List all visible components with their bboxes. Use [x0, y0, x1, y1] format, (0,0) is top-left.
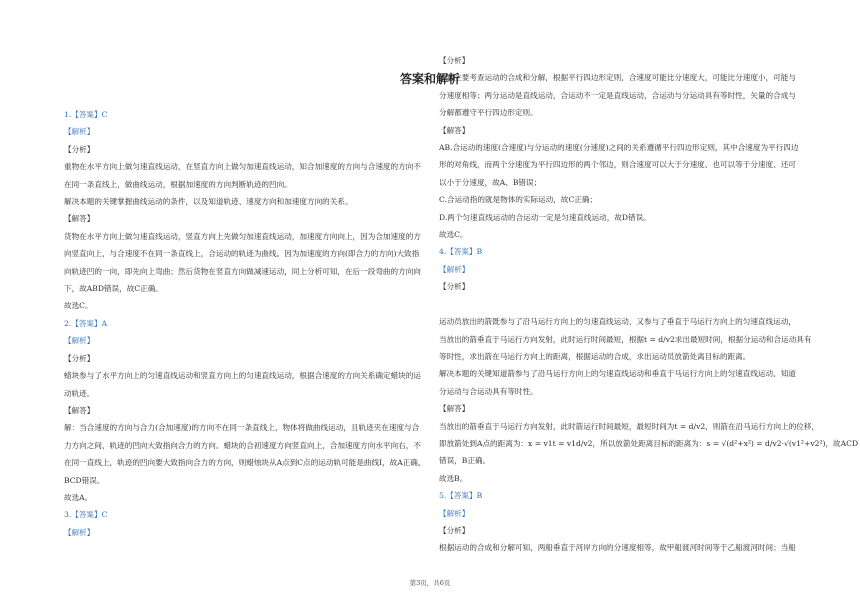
left-line: 【解答】	[64, 214, 95, 224]
right-line: 【解答】	[439, 125, 470, 135]
right-line: 【解析】	[439, 264, 470, 274]
right-line: 【分析】	[439, 525, 470, 535]
right-line: 当放出的箭垂直于马运行方向发射，此时箭运行时间最短，最短时间为t = d/v2，则箭在沿马运行方向上的位移，	[439, 421, 820, 431]
right-line: 形的对角线，而两个分速度为平行四边形的两个邻边，则合速度可以大于分速度、也可以等于分速度、还可	[439, 160, 796, 170]
right-line: 本题主要考查运动的合成和分解，根据平行四边形定则，合速度可能比分速度大，可能比分速度小，可能与	[439, 73, 796, 83]
left-line: 故选A。	[64, 492, 93, 502]
right-line: 等时性，求出箭在马运行方向上的距离，根据运动的合成，求出运动员放箭处离目标的距离。	[439, 351, 751, 361]
right-column	[439, 52, 859, 557]
right-line: 【分析】	[439, 56, 470, 65]
left-line: 蜡块参与了水平方向上的匀速直线运动和竖直方向上的匀速直线运动，根据合速度的方向关系确定蜡块的运	[64, 371, 421, 381]
left-line: 1.【答案】C	[64, 110, 108, 119]
left-line: 向轨迹凹的一向，即先向上弯曲；然后货物在竖直方向做减速运动，同上分析可知，在后一段弯曲的方向向	[64, 266, 421, 276]
right-line: 即放箭处到A点的距离为：x = v1t = v1d/v2，所以放箭处距离目标的距离为：s = √(d²+x²) = d/v2·√(v1²+v2²)，故ACD	[439, 438, 859, 448]
right-line: 以小于分速度，故A、B错误；	[439, 177, 542, 187]
right-line: 当放出的箭垂直于马运行方向发射，此时运行时间最短，根据t = d/v2求出最短时间，根据分运动和合运动具有	[439, 334, 812, 344]
right-line: 分解都遵守平行四边形定则。	[439, 108, 538, 118]
right-line: AB.合运动的速度(合速度)与分运动的速度(分速度)之间的关系遵循平行四边形定则，其中合速度为平行四边	[439, 143, 799, 153]
right-line: 错误，B正确。	[439, 456, 491, 466]
left-line: 解：当合速度的方向与合力(合加速度)的方向不在同一条直线上，物体将做曲线运动，且轨迹夹在速度与合	[64, 423, 420, 433]
right-line	[439, 296, 796, 313]
left-line: 【解答】	[64, 405, 95, 415]
right-line: 4.【答案】B	[439, 247, 483, 257]
right-line: 运动员放出的箭既参与了沿马运行方向上的匀速直线运动，又参与了垂直于马运行方向上的匀速直线运动，	[439, 317, 796, 327]
right-line: 【解答】	[439, 404, 470, 414]
left-line: 【分析】	[64, 144, 95, 154]
left-line: 重物在水平方向上做匀速直线运动，在竖直方向上做匀加速直线运动，知合加速度的方向与合速度的方向不	[64, 162, 421, 172]
left-line: 【解析】	[64, 336, 95, 346]
left-line: 3.【答案】C	[64, 510, 108, 520]
right-line: 5.【答案】B	[439, 491, 483, 501]
left-line: 货物在水平方向上做匀速直线运动，竖直方向上先做匀加速直线运动，加速度方向向上，因为合加速度的方	[64, 231, 421, 241]
left-line: 2.【答案】A	[64, 318, 108, 328]
right-line: 根据运动的合成和分解可知，两船垂直于河岸方向的分速度相等，故甲船渡河时间等于乙船渡河时间；当船	[439, 543, 796, 553]
left-line: 在同一直线上，轨迹的凹向要大致指向合力的方向，则蜡烛块从A点到C点的运动轨可能是曲线I，故A正确，	[64, 458, 426, 468]
right-line: 分速度相等；两分运动是直线运动，合运动不一定是直线运动，合运动与分运动具有等时性，矢量的合成与	[439, 90, 796, 100]
right-line: D.两个匀速直线运动的合运动一定是匀速直线运动，故D错误。	[439, 212, 651, 222]
right-line: 【分析】	[439, 282, 470, 292]
page-footer: 第3页，共6页	[409, 579, 451, 587]
left-line: 【解析】	[64, 527, 95, 537]
left-line: 故选C。	[64, 301, 93, 311]
right-line: 解决本题的关键知道箭参与了沿马运行方向上的匀速直线运动和垂直于马运行方向上的匀速直线运动，知道	[439, 369, 796, 379]
left-line: 力方向之间，轨迹的凹向大致指向合力的方向。蜡块的合初速度方向竖直向上，合加速度方向水平向右，不	[64, 440, 421, 450]
left-line: 在同一条直线上，做曲线运动，根据加速度的方向判断轨迹的凹向。	[64, 179, 292, 189]
left-line: 【解析】	[64, 127, 95, 137]
right-line: 故选B。	[439, 473, 468, 483]
left-line: 解决本题的关键掌握曲线运动的条件，以及知道轨迹、速度方向和加速度方向的关系。	[64, 197, 353, 207]
right-line: 分运动与合运动具有等时性。	[439, 386, 538, 396]
left-line: 【分析】	[64, 353, 95, 363]
left-line: 动轨迹。	[64, 388, 95, 398]
left-column	[64, 106, 429, 541]
left-line: 向竖直向上，与合速度不在同一条直线上，合运动的轨迹为曲线。因为加速度的方向(即合力的方向)大致指	[64, 249, 420, 259]
right-line: 【解析】	[439, 508, 470, 518]
left-line: BCD错误。	[64, 475, 105, 485]
page-title: 答案和解析	[399, 72, 460, 86]
left-line: 下，故ABD错误，故C正确。	[64, 284, 163, 294]
right-line: C.合运动指的就是物体的实际运动，故C正确；	[439, 195, 598, 205]
right-line: 故选C。	[439, 230, 468, 240]
